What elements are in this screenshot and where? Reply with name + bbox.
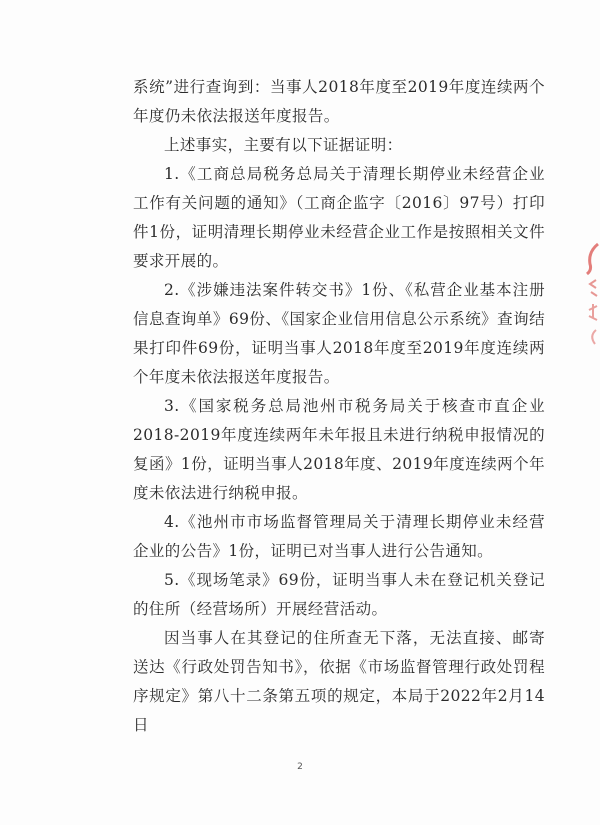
paragraph-service-notice: 因当事人在其登记的住所查无下落，无法直接、邮寄送达《行政处罚告知书》，依据《市场监督管理行政处罚程序规定》第八十二条第五项的规定，本局于2022年2月14日: [133, 629, 545, 734]
seal-stamp-edge: [584, 240, 600, 350]
paragraph-evidence-2: 2.《涉嫌违法案件转交书》1份、《私营企业基本注册信息查询单》69份、《国家企业信用信息公示系统》查询结果打印件69份，证明当事人2018年度至2019年度连续两个年度未依法报送年度报告。: [133, 281, 545, 386]
paragraph-continuation: 系统”进行查询到：当事人2018年度至2019年度连续两个年度仍未依法报送年度报告。: [133, 78, 545, 125]
paragraph-evidence-3: 3.《国家税务总局池州市税务局关于核查市直企业2018-2019年度连续两年未年报且未进行纳税申报情况的复函》1份，证明当事人2018年度、2019年度连续两个年度未依法进行纳税申报。: [133, 397, 545, 502]
page-number: 2: [297, 762, 303, 772]
paragraph-evidence-5: 5.《现场笔录》69份，证明当事人未在登记机关登记的住所（经营场所）开展经营活动。: [133, 571, 545, 618]
seal-stamp-icon: [584, 240, 600, 350]
paragraph-evidence-intro: 上述事实，主要有以下证据证明：: [164, 136, 403, 154]
document-body: [133, 73, 545, 740]
paragraph-evidence-4: 4.《池州市市场监督管理局关于清理长期停业未经营企业的公告》1份，证明已对当事人进行公告通知。: [133, 513, 545, 560]
paragraph-evidence-1: 1.《工商总局税务总局关于清理长期停业未经营企业工作有关问题的通知》（工商企监字〔2016〕97号）打印件1份，证明清理长期停业未经营企业工作是按照相关文件要求开展的。: [133, 165, 545, 270]
